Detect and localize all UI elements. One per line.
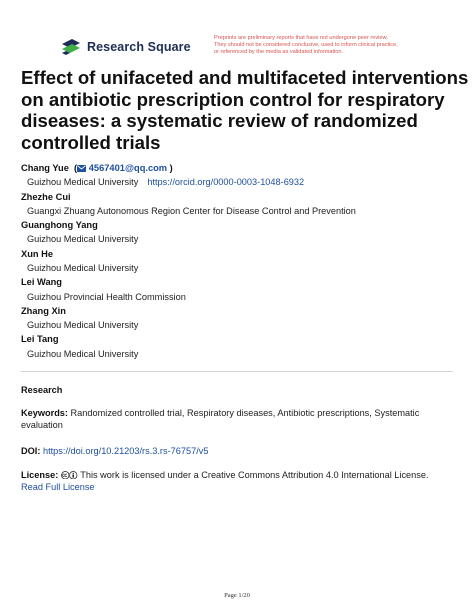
title-line: controlled trials: [21, 131, 161, 153]
read-full-license-link[interactable]: Read Full License: [21, 482, 95, 493]
author-affiliation: Guangxi Zhuang Autonomous Region Center for Disease Control and Prevention: [27, 205, 356, 216]
disclaimer-line: or referenced by the media as validated information.: [214, 49, 344, 55]
mail-icon: [77, 165, 86, 172]
orcid-link[interactable]: https://orcid.org/0000-0003-1048-6932: [147, 177, 305, 188]
author-affiliation: Guizhou Medical University: [27, 262, 139, 273]
keywords-text: Randomized controlled trial, Respiratory diseases, Antibiotic prescriptions, Systematic: [70, 408, 420, 418]
license-text: This work is licensed under a Creative Commons Attribution 4.0 International License.: [80, 470, 429, 480]
author-affiliation: Guizhou Medical University: [27, 234, 139, 245]
title-line: on antibiotic prescription control for respiratory: [21, 88, 445, 110]
preprint-disclaimer: [214, 35, 440, 56]
page-header: [60, 35, 440, 62]
title-line: Effect of unifaceted and multifaceted interventions: [21, 67, 469, 88]
author-name-text: Chang Yue: [21, 163, 69, 173]
keywords-text-continued: evaluation: [21, 420, 63, 431]
author-affiliation: Guizhou Provincial Health Commission: [27, 291, 186, 302]
cc-by-icon: [69, 471, 78, 480]
author-name: [21, 163, 461, 177]
author-name: Lei Wang: [21, 277, 62, 288]
license-section: [21, 469, 453, 494]
article-type: [21, 384, 453, 396]
affiliation-text: Guizhou Medical University: [27, 177, 139, 188]
author-affiliation: [21, 177, 461, 191]
author-name: Zhezhe Cui: [21, 191, 71, 202]
author-name: Lei Tang: [21, 334, 59, 345]
email-paren-open: (: [71, 163, 78, 173]
disclaimer-line: Preprints are preliminary reports that have not undergone peer review.: [214, 35, 388, 41]
author-affiliation: Guizhou Medical University: [27, 348, 139, 359]
disclaimer-line: They should not be considered conclusive, used to inform clinical practice,: [214, 42, 398, 48]
doi-section: [21, 445, 453, 457]
title-line: diseases: a systematic review of randomized: [21, 110, 418, 131]
author-name: Xun He: [21, 248, 54, 259]
author-list: [21, 163, 461, 363]
keywords-section: [21, 407, 453, 432]
doi-link[interactable]: https://doi.org/10.21203/rs.3.rs-76757/v5: [42, 446, 209, 456]
page-number: Page 1/20: [224, 592, 250, 599]
section-divider: [21, 371, 453, 372]
logo-text: Research Square: [87, 40, 191, 54]
paper-title: [21, 67, 469, 153]
doi-label: DOI:: [21, 446, 41, 456]
email-paren-close: ): [167, 163, 173, 173]
author-name: Zhang Xin: [21, 305, 66, 316]
research-square-logo-icon: [60, 38, 82, 56]
license-label: License:: [21, 470, 59, 480]
author-email-link[interactable]: 4567401@qq.com: [88, 163, 168, 173]
article-type-label: Research: [21, 385, 63, 395]
keywords-label: Keywords:: [21, 408, 68, 418]
author-name: Guanghong Yang: [21, 220, 98, 231]
author-affiliation: Guizhou Medical University: [27, 320, 139, 331]
cc-icon: [61, 471, 70, 480]
research-square-logo[interactable]: [60, 38, 191, 56]
